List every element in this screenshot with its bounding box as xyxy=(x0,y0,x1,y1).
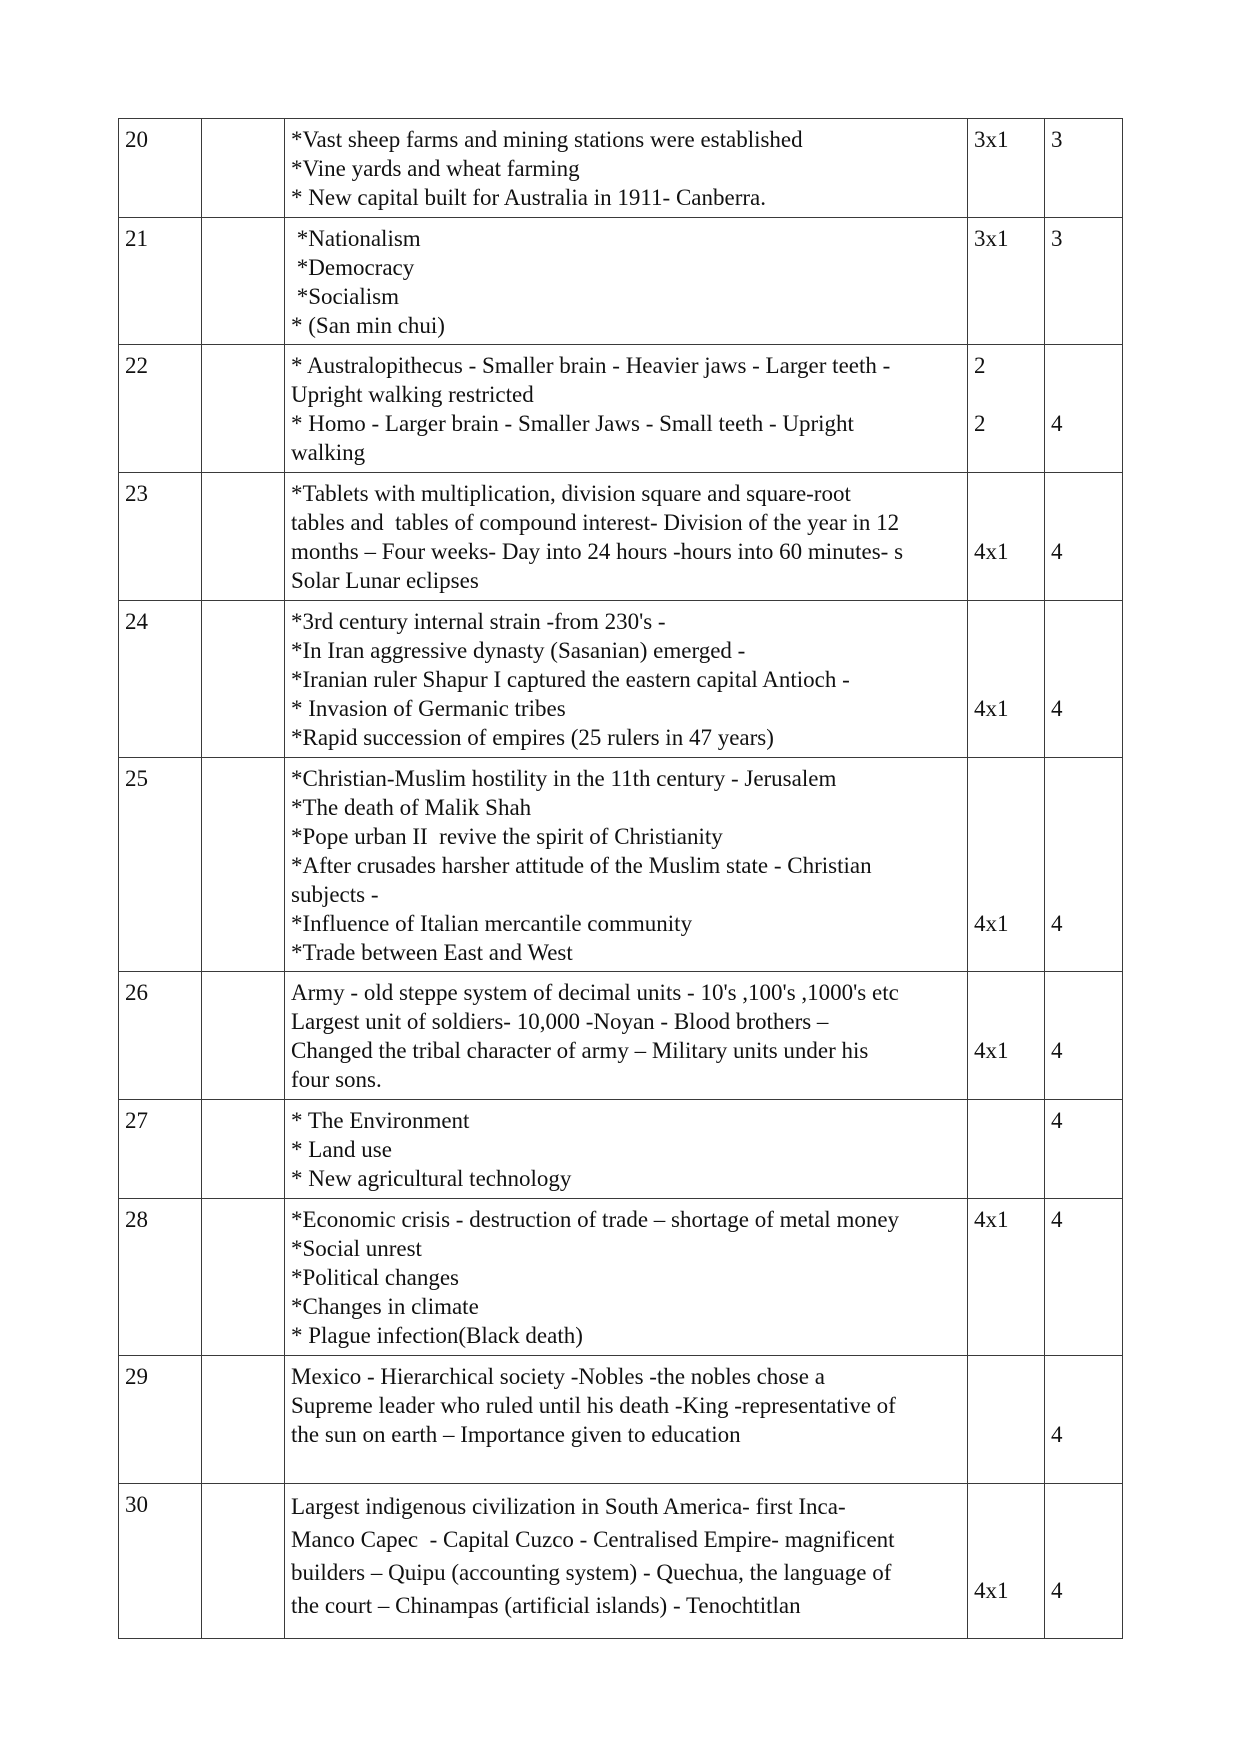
marks-value: 4x1 xyxy=(974,911,1009,936)
answer-line: *Social unrest xyxy=(291,1236,422,1261)
answer-line: Upright walking restricted xyxy=(291,382,534,407)
answer-line: * Land use xyxy=(291,1137,392,1162)
blank-cell xyxy=(202,1199,285,1356)
answer-line: *Democracy xyxy=(291,255,415,280)
marks-value: 4x1 xyxy=(974,1578,1009,1603)
answer-line: *Influence of Italian mercantile community xyxy=(291,911,693,936)
answer-line: * Plague infection(Black death) xyxy=(291,1323,583,1348)
answer-line: Largest indigenous civilization in South America- first Inca- xyxy=(291,1494,846,1519)
answer-line: Supreme leader who ruled until his death -King -representative of xyxy=(291,1393,896,1418)
total-cell: 3 xyxy=(1045,218,1123,345)
question-number: 23 xyxy=(119,473,202,601)
answer-line: *Trade between East and West xyxy=(291,940,573,965)
answer-line: *Vast sheep farms and mining stations were established xyxy=(291,127,803,152)
marks-cell: 3x1 xyxy=(968,218,1045,345)
answer-line: * Australopithecus - Smaller brain - Heavier jaws - Larger teeth - xyxy=(291,353,891,378)
total-cell xyxy=(1045,972,1123,1100)
marks-cell xyxy=(968,972,1045,1100)
table-row xyxy=(119,1356,1123,1484)
total-cell xyxy=(1045,1356,1123,1484)
answer-line: walking xyxy=(291,440,366,465)
answer-line: tables and tables of compound interest- Division of the year in 12 xyxy=(291,510,900,535)
answer-line: * The Environment xyxy=(291,1108,470,1133)
blank-cell xyxy=(202,972,285,1100)
blank-cell xyxy=(202,758,285,972)
answer-line: *Nationalism xyxy=(291,226,421,251)
marks-cell: 4x1 xyxy=(968,1199,1045,1356)
table-row xyxy=(119,972,1123,1100)
total-cell xyxy=(1045,345,1123,473)
answer-line: * New capital built for Australia in 1911- Canberra. xyxy=(291,185,766,210)
table-row xyxy=(119,345,1123,473)
answer-line: *Vine yards and wheat farming xyxy=(291,156,580,181)
answer-key-page xyxy=(118,118,1122,1639)
answer-line: months – Four weeks- Day into 24 hours -hours into 60 minutes- s xyxy=(291,539,904,564)
table-row xyxy=(119,758,1123,972)
answer-line: builders – Quipu (accounting system) - Quechua, the language of xyxy=(291,1560,892,1585)
question-number: 22 xyxy=(119,345,202,473)
marks-cell xyxy=(968,758,1045,972)
answer-line: * New agricultural technology xyxy=(291,1166,572,1191)
answer-line: Manco Capec - Capital Cuzco - Centralised Empire- magnificent xyxy=(291,1527,895,1552)
answer-line: *3rd century internal strain -from 230's - xyxy=(291,609,666,634)
answer-line: *Economic crisis - destruction of trade – shortage of metal money xyxy=(291,1207,900,1232)
total-cell xyxy=(1045,601,1123,758)
answer-cell xyxy=(285,1100,968,1199)
answer-cell xyxy=(285,972,968,1100)
answer-line: *Rapid succession of empires (25 rulers in 47 years) xyxy=(291,725,774,750)
answer-cell xyxy=(285,1356,968,1484)
total-value: 4 xyxy=(1051,696,1063,721)
answer-line: *Tablets with multiplication, division square and square-root xyxy=(291,481,851,506)
answer-line: *Political changes xyxy=(291,1265,459,1290)
answer-key-table xyxy=(118,118,1123,1639)
marks-cell xyxy=(968,601,1045,758)
marks-cell xyxy=(968,1484,1045,1639)
answer-cell xyxy=(285,473,968,601)
question-number: 24 xyxy=(119,601,202,758)
answer-line: *Changes in climate xyxy=(291,1294,479,1319)
answer-line: *Christian-Muslim hostility in the 11th century - Jerusalem xyxy=(291,766,837,791)
answer-line: *In Iran aggressive dynasty (Sasanian) emerged - xyxy=(291,638,746,663)
blank-cell xyxy=(202,601,285,758)
marks-cell xyxy=(968,1356,1045,1484)
question-number: 26 xyxy=(119,972,202,1100)
table-row xyxy=(119,119,1123,218)
table-row xyxy=(119,473,1123,601)
blank-cell xyxy=(202,1484,285,1639)
answer-line: Largest unit of soldiers- 10,000 -Noyan - Blood brothers – xyxy=(291,1009,829,1034)
marks-value: 4x1 xyxy=(974,1038,1009,1063)
total-cell xyxy=(1045,1484,1123,1639)
table-row xyxy=(119,601,1123,758)
answer-cell xyxy=(285,758,968,972)
total-cell: 4 xyxy=(1045,1199,1123,1356)
marks-value: 4x1 xyxy=(974,539,1009,564)
answer-cell xyxy=(285,601,968,758)
answer-cell xyxy=(285,1199,968,1356)
total-value: 4 xyxy=(1051,1578,1063,1603)
answer-line: * (San min chui) xyxy=(291,313,445,338)
answer-cell xyxy=(285,345,968,473)
table-row xyxy=(119,1484,1123,1639)
marks-cell xyxy=(968,473,1045,601)
blank-cell xyxy=(202,473,285,601)
blank-cell xyxy=(202,119,285,218)
total-value: 4 xyxy=(1051,539,1063,564)
answer-line: *Pope urban II revive the spirit of Christianity xyxy=(291,824,723,849)
answer-line: Army - old steppe system of decimal units - 10's ,100's ,1000's etc xyxy=(291,980,899,1005)
answer-line: Solar Lunar eclipses xyxy=(291,568,479,593)
answer-line: * Invasion of Germanic tribes xyxy=(291,696,566,721)
total-value: 4 xyxy=(1051,1422,1063,1447)
marks-value: 4x1 xyxy=(974,696,1009,721)
marks-cell xyxy=(968,1100,1045,1199)
blank-cell xyxy=(202,345,285,473)
answer-cell xyxy=(285,1484,968,1639)
table-row xyxy=(119,218,1123,345)
total-cell: 3 xyxy=(1045,119,1123,218)
marks-cell xyxy=(968,345,1045,473)
answer-line: four sons. xyxy=(291,1067,382,1092)
question-number: 27 xyxy=(119,1100,202,1199)
answer-line: *The death of Malik Shah xyxy=(291,795,532,820)
question-number: 20 xyxy=(119,119,202,218)
question-number: 28 xyxy=(119,1199,202,1356)
marks-part-a: 2 xyxy=(974,353,986,378)
marks-part-b: 2 xyxy=(974,411,986,436)
table-row xyxy=(119,1199,1123,1356)
blank-cell xyxy=(202,1100,285,1199)
question-number: 30 xyxy=(119,1484,202,1639)
answer-line: *After crusades harsher attitude of the Muslim state - Christian xyxy=(291,853,872,878)
answer-cell xyxy=(285,218,968,345)
answer-line: the court – Chinampas (artificial islands) - Tenochtitlan xyxy=(291,1593,801,1618)
total-value: 4 xyxy=(1051,1038,1063,1063)
answer-line: *Socialism xyxy=(291,284,399,309)
answer-line: subjects - xyxy=(291,882,379,907)
answer-line: * Homo - Larger brain - Smaller Jaws - Small teeth - Upright xyxy=(291,411,854,436)
blank-cell xyxy=(202,218,285,345)
answer-line: the sun on earth – Importance given to education xyxy=(291,1422,741,1447)
total-cell: 4 xyxy=(1045,1100,1123,1199)
answer-line: *Iranian ruler Shapur I captured the eastern capital Antioch - xyxy=(291,667,850,692)
total-cell xyxy=(1045,473,1123,601)
question-number: 25 xyxy=(119,758,202,972)
marks-cell: 3x1 xyxy=(968,119,1045,218)
answer-line: Changed the tribal character of army – Military units under his xyxy=(291,1038,869,1063)
total-cell xyxy=(1045,758,1123,972)
blank-cell xyxy=(202,1356,285,1484)
question-number: 29 xyxy=(119,1356,202,1484)
question-number: 21 xyxy=(119,218,202,345)
answer-line: Mexico - Hierarchical society -Nobles -the nobles chose a xyxy=(291,1364,825,1389)
table-row xyxy=(119,1100,1123,1199)
answer-cell xyxy=(285,119,968,218)
total-value: 4 xyxy=(1051,911,1063,936)
total-value: 4 xyxy=(1051,411,1063,436)
